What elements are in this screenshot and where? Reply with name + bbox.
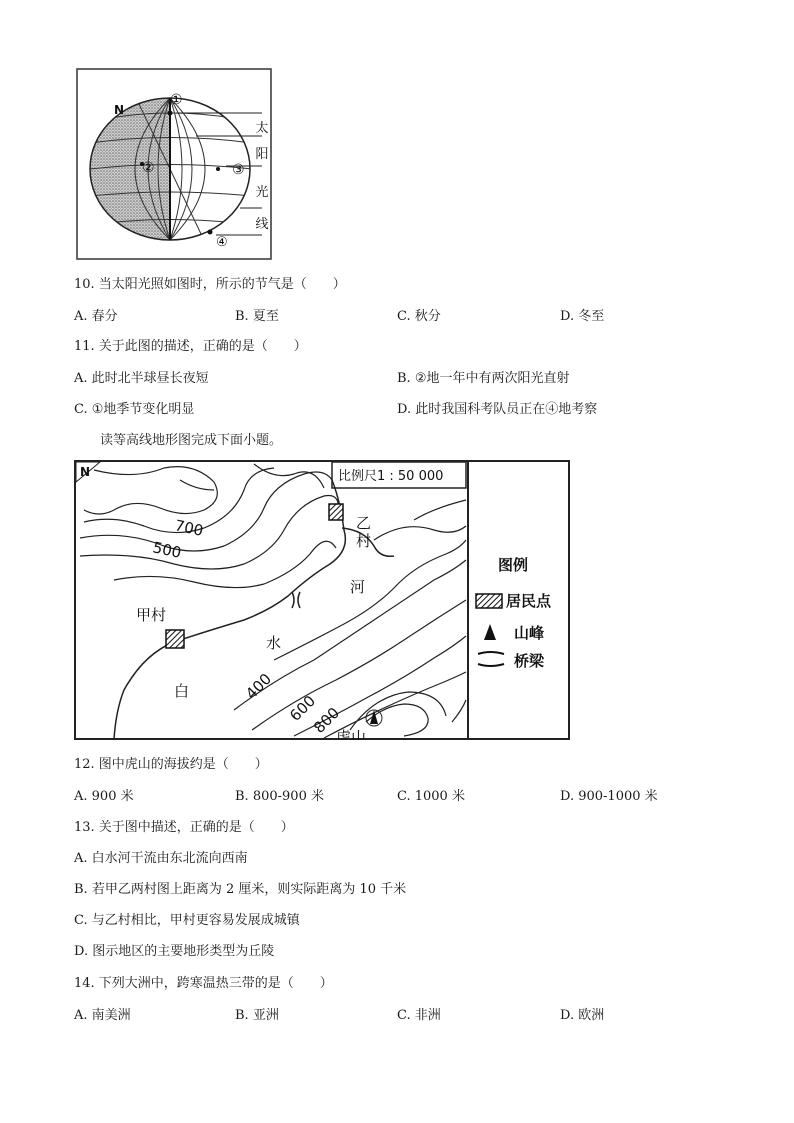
map-intro: 读等高线地形图完成下面小题。 — [100, 433, 283, 448]
legend-peak-label: 山峰 — [514, 624, 545, 642]
sunlight-label-1: 太 — [255, 121, 269, 136]
village-yi-label-2: 村 — [356, 532, 372, 550]
q14-option-b[interactable]: B. 亚洲 — [235, 1008, 279, 1023]
village-yi-label-1: 乙 — [356, 514, 372, 532]
q13-option-c[interactable]: C. 与乙村相比，甲村更容易发展成城镇 — [74, 913, 300, 928]
q12-stem: 12. 图中虎山的海拔约是（ ） — [74, 757, 268, 772]
river-label-he: 河 — [350, 578, 366, 596]
q10-option-c[interactable]: C. 秋分 — [397, 309, 441, 324]
q12-option-b[interactable]: B. 800-900 米 — [235, 789, 324, 804]
contour-label-400: 400 — [242, 669, 276, 703]
contour-map-figure — [74, 460, 570, 740]
map-north-label: N — [80, 465, 91, 479]
q10-stem: 10. 当太阳光照如图时，所示的节气是（ ） — [74, 277, 346, 292]
q11-option-c[interactable]: C. ①地季节变化明显 — [74, 402, 195, 417]
point-2-label: ② — [142, 160, 155, 176]
q12-option-d[interactable]: D. 900-1000 米 — [560, 789, 658, 804]
contour-label-600: 600 — [286, 691, 320, 725]
contour-label-800: 800 — [310, 703, 344, 737]
q11-option-a[interactable]: A. 此时北半球昼长夜短 — [74, 371, 209, 386]
globe-north-label: N — [114, 103, 125, 117]
river-label-bai: 白 — [174, 682, 190, 700]
sunlight-label-4: 线 — [255, 217, 269, 232]
contour-label-700: 700 — [173, 516, 205, 540]
q14-stem: 14. 下列大洲中，跨寒温热三带的是（ ） — [74, 976, 333, 991]
globe-diagram — [76, 68, 272, 260]
q13-option-a[interactable]: A. 白水河干流由东北流向西南 — [74, 851, 248, 866]
legend-title: 图例 — [498, 556, 529, 574]
q13-option-b[interactable]: B. 若甲乙两村图上距离为 2 厘米，则实际距离为 10 千米 — [74, 882, 407, 897]
q10-option-d[interactable]: D. 冬至 — [560, 309, 605, 324]
q14-option-c[interactable]: C. 非洲 — [397, 1008, 441, 1023]
q11-option-b[interactable]: B. ②地一年中有两次阳光直射 — [397, 371, 570, 386]
q10-option-a[interactable]: A. 春分 — [74, 309, 118, 324]
map-scale: 比例尺1 : 50 000 — [338, 469, 444, 484]
legend-bridge-label: 桥梁 — [514, 652, 545, 670]
village-jia-label: 甲村 — [136, 606, 167, 624]
q13-option-d[interactable]: D. 图示地区的主要地形类型为丘陵 — [74, 944, 275, 959]
q11-option-d[interactable]: D. 此时我国科考队员正在④地考察 — [397, 402, 598, 417]
contour-label-500: 500 — [151, 538, 183, 562]
q10-option-b[interactable]: B. 夏至 — [235, 309, 279, 324]
q11-stem: 11. 关于此图的描述，正确的是（ ） — [74, 339, 307, 354]
q12-option-a[interactable]: A. 900 米 — [74, 789, 134, 804]
q13-stem: 13. 关于图中描述，正确的是（ ） — [74, 820, 294, 835]
q14-option-a[interactable]: A. 南美洲 — [74, 1008, 131, 1023]
q12-option-c[interactable]: C. 1000 米 — [397, 789, 465, 804]
legend-residential-symbol — [476, 594, 502, 608]
sunlight-label-3: 光 — [255, 185, 269, 200]
river-label-shui: 水 — [266, 634, 282, 652]
q14-option-d[interactable]: D. 欧洲 — [560, 1008, 605, 1023]
contour-map — [74, 460, 570, 740]
sunlight-label-2: 阳 — [255, 147, 269, 162]
legend-residential-label: 居民点 — [506, 592, 552, 610]
point-1-label: ① — [170, 92, 183, 108]
point-3-label: ③ — [232, 162, 245, 178]
globe-figure — [76, 68, 272, 260]
mountain-label: 虎山 — [336, 728, 367, 740]
point-4-label: ④ — [216, 235, 228, 250]
